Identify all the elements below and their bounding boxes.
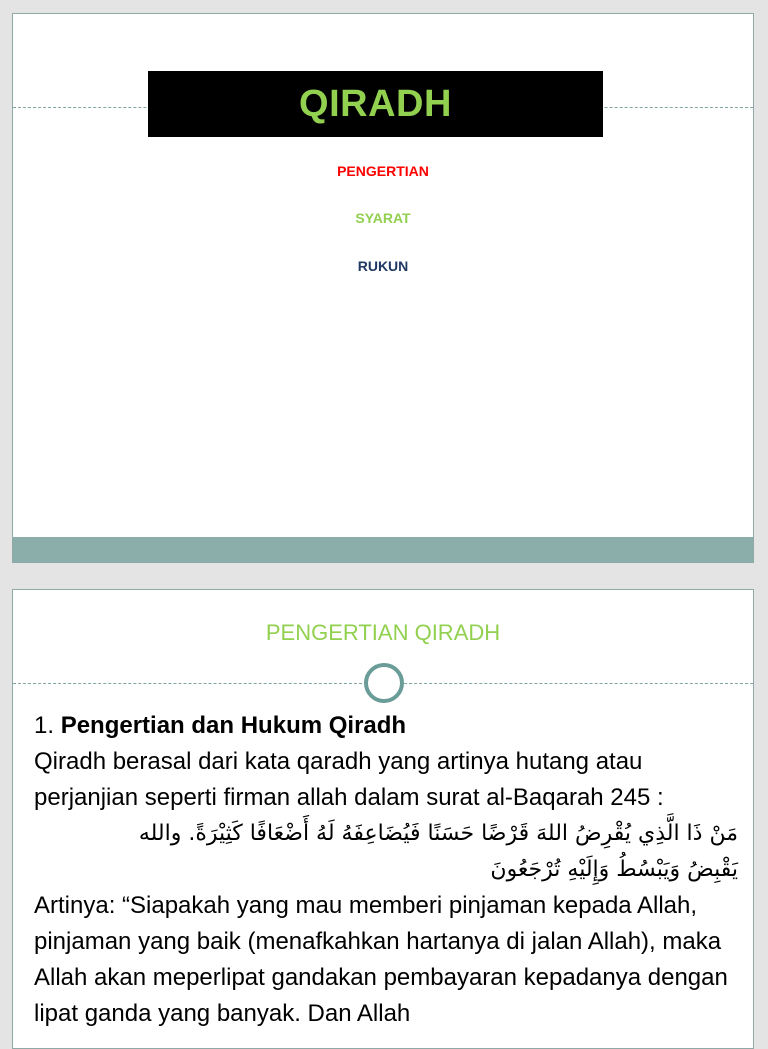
heading-bold: Pengertian dan Hukum Qiradh: [60, 712, 407, 739]
body-text: [34, 708, 740, 1032]
arabic-verse-line-1: مَنْ ذَا الَّذِي يُقْرِضُ اللهَ قَرْضًا حَسَنًا فَيُضَاعِفَهُ لَهُ أَضْعَافًا كَثِيْرَةً. والله: [138, 821, 738, 846]
paragraph-1: Qiradh berasal dari kata qaradh yang artinya hutang atau perjanjian seperti firman allah dalam surat al-Baqarah 245 :: [34, 748, 664, 811]
heading: [34, 708, 740, 744]
section-title: PENGERTIAN QIRADH: [265, 620, 501, 645]
paragraph-2: Artinya: “Siapakah yang mau memberi pinjaman kepada Allah, pinjaman yang baik (menafkahkan hartanya di jalan Allah), maka Allah akan meperlipat gandakan pembayaran kepadanya dengan lipat ganda yang banyak. Dan Allah: [34, 892, 728, 1027]
link-rukun[interactable]: RUKUN: [357, 258, 409, 274]
heading-number: 1.: [34, 712, 55, 739]
link-pengertian[interactable]: PENGERTIAN: [337, 163, 429, 179]
slide-title: QIRADH: [299, 82, 452, 125]
title-banner: [148, 71, 603, 137]
slide-1: [12, 13, 754, 563]
footer-band: [13, 537, 753, 562]
circle-ornament-icon: [364, 663, 404, 703]
link-syarat[interactable]: SYARAT: [355, 210, 411, 226]
arabic-verse-line-2: يَقْبِضُ وَيَبْسُطُ وَإِلَيْهِ تُرْجَعُونَ: [490, 857, 738, 882]
slide-2: [12, 589, 754, 1049]
